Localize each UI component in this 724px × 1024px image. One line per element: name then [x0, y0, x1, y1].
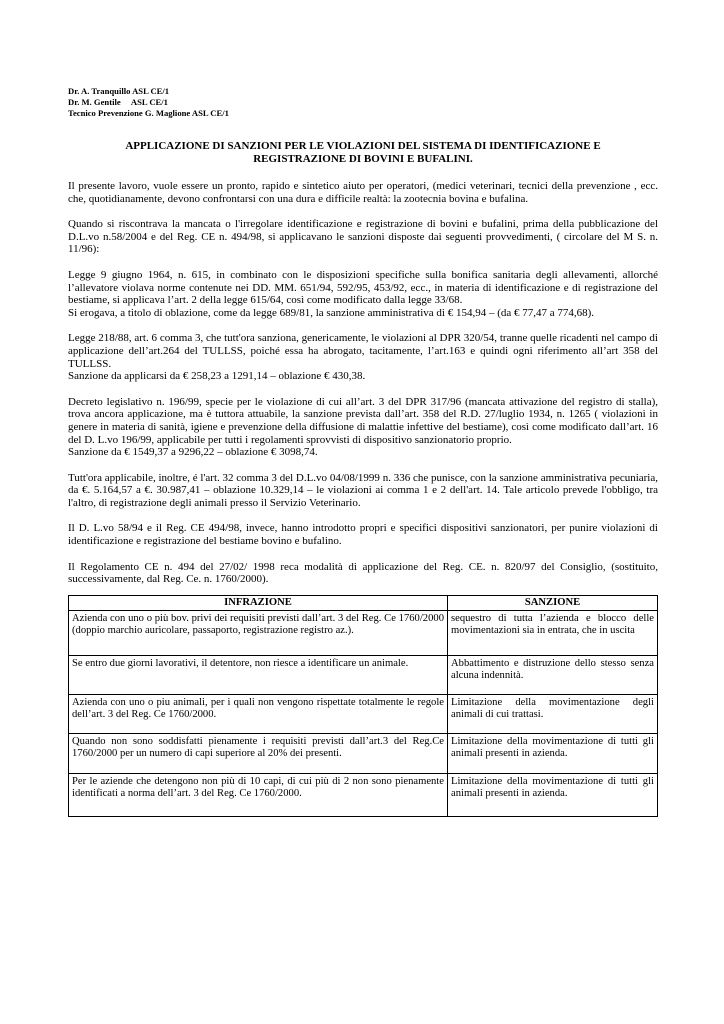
cell-infrazione: Per le aziende che detengono non più di 10 capi, di cui più di 2 non sono pienamente identificati a norma dell’art. 3 del Reg. Ce 1760/2000. — [69, 774, 448, 817]
cell-sanzione: Abbattimento e distruzione dello stesso senza alcuna indennità. — [448, 656, 658, 695]
title-line-2: REGISTRAZIONE DI BOVINI E BUFALINI. — [253, 153, 473, 165]
author-line: Dr. A. Tranquillo ASL CE/1 — [68, 86, 170, 96]
table-row — [69, 774, 658, 817]
authors-block — [68, 86, 658, 119]
document-page — [68, 86, 658, 817]
paragraph-previous-sanctions: Quando si riscontrava la mancata o l'irregolare identificazione e registrazione di bovini e bufalini, prima della pubblicazione del D.L.vo n.58/2004 e del Reg. CE n. 494/98, si applicavano le sanzioni disposte dai seguenti provvedimenti, ( circolare del M S. n. 11/96): — [68, 218, 658, 256]
cell-sanzione: Limitazione della movimentazione degli animali di cui trattasi. — [448, 695, 658, 734]
table-row — [69, 695, 658, 734]
paragraph-intro: Il presente lavoro, vuole essere un pronto, rapido e sintetico aiuto per operatori, (medici veterinari, tecnici della prevenzione , ecc. che, quotidianamente, devono confrontarsi con una dura e difficile realtà: la zootecnia bovina e bufalina. — [68, 180, 658, 205]
table-row — [69, 734, 658, 774]
table-header-row — [69, 595, 658, 610]
header-infrazione: INFRAZIONE — [69, 595, 448, 610]
cell-sanzione: Limitazione della movimentazione di tutti gli animali presenti in azienda. — [448, 774, 658, 817]
cell-infrazione: Azienda con uno o piu animali, per i quali non vengono rispettate totalmente le regole dell’art. 3 del Reg. Ce 1760/2000. — [69, 695, 448, 734]
paragraph-sanzione-196: Sanzione da € 1549,37 a 9296,22 – oblazione € 3098,74. — [68, 446, 318, 459]
paragraph-dlvo-336: Tutt'ora applicabile, inoltre, é l'art. 32 comma 3 del D.L.vo 04/08/1999 n. 336 che punisce, con la sanzione amministrativa pecuniaria, da €. 5.164,57 a €. 30.987,41 – oblazione 10.329,14 – le violazioni ai comma 1 e 2 dell'art. 14. Tale articolo prevede l'obbligo, tra l'altro, di registrazione degli animali presso il Servizio Veterinario. — [68, 471, 658, 509]
paragraph-legge-218-88: Legge 218/88, art. 6 comma 3, che tutt'ora sanziona, genericamente, le violazioni al DPR 320/54, tranne quelle ricadenti nel campo di applicazione dell’art.264 del TULLSS, poiché essa ha abrogato, tacitamente, l’art.163 e quindi ogni riferimento all’art 358 del TULLSS. — [68, 332, 658, 370]
paragraph-sanzione-218: Sanzione da applicarsi da € 258,23 a 1291,14 – oblazione € 430,38. — [68, 370, 366, 383]
sanctions-table — [68, 595, 658, 817]
cell-infrazione: Quando non sono soddisfatti pienamente i requisiti previsti dall’art.3 del Reg.Ce 1760/2000 per un numero di capi superiore al 20% dei presenti. — [69, 734, 448, 774]
author-line: Dr. M. Gentile ASL CE/1 — [68, 97, 168, 107]
header-sanzione: SANZIONE — [448, 595, 658, 610]
cell-infrazione: Azienda con uno o più bov. privi dei requisiti previsti dall’art. 3 del Reg. Ce 1760/2000 (doppio marchio auricolare, passaporto, registrazione registro az.). — [69, 611, 448, 656]
cell-infrazione: Se entro due giorni lavorativi, il detentore, non riesce a identificare un animale. — [69, 656, 448, 695]
author-line: Tecnico Prevenzione G. Maglione ASL CE/1 — [68, 108, 229, 118]
cell-sanzione: sequestro di tutta l’azienda e blocco delle movimentazioni sia in entrata, che in uscita — [448, 611, 658, 656]
paragraph-legge-615-64: Legge 9 giugno 1964, n. 615, in combinato con le disposizioni specifiche sulla bonifica sanitaria degli allevamenti, allorché l’allevatore violava norme contenute nei DD. MM. 651/94, 592/95, 453/92, ecc., in materia di identificazione e di registrazione del bestiame, si applicava l’art. 2 della legge 615/64, così come modificato dalla legge 33/68. — [68, 268, 658, 307]
title-line-1: APPLICAZIONE DI SANZIONI PER LE VIOLAZIONI DEL SISTEMA DI IDENTIFICAZIONE E — [125, 140, 601, 152]
table-row — [69, 611, 658, 656]
cell-sanzione: Limitazione della movimentazione di tutti gli animali presenti in azienda. — [448, 734, 658, 774]
paragraph-oblazione-615: Si erogava, a titolo di oblazione, come da legge 689/81, la sanzione amministrativa di € 154,94 – (da € 77,47 a 774,68). — [68, 306, 595, 319]
paragraph-dlvo-58-94: Il D. L.vo 58/94 e il Reg. CE 494/98, invece, hanno introdotto propri e specifici dispositivi sanzionatori, per punire violazioni di identificazione e registrazione del bestiame bovino e bufalino. — [68, 522, 658, 548]
paragraph-reg-494: Il Regolamento CE n. 494 del 27/02/ 1998 reca modalità di applicazione del Reg. CE. n. 820/97 del Consiglio, (sostituito, successivamente, dal Reg. Ce. n. 1760/2000). — [68, 560, 658, 586]
paragraph-dlgs-196-99: Decreto legislativo n. 196/99, specie per le violazione di cui all’art. 3 del DPR 317/96 (mancata attivazione del registro di stalla), trova ancora applicazione, ma è tuttora attuabile, la sanzione prevista dall’art. 358 del R.D. 27/luglio 1934, n. 1265 ( violazioni in genere in materia di sanità, igiene e prevenzione della diffusione di malattie infettive del bestiame), così come modificato dall’art. 16 del D. L.vo 196/99, applicabile per tutti i regolamenti sprovvisti di dispositivo sanzionatorio proprio. — [68, 395, 658, 446]
document-title — [68, 140, 658, 166]
table-row — [69, 656, 658, 695]
